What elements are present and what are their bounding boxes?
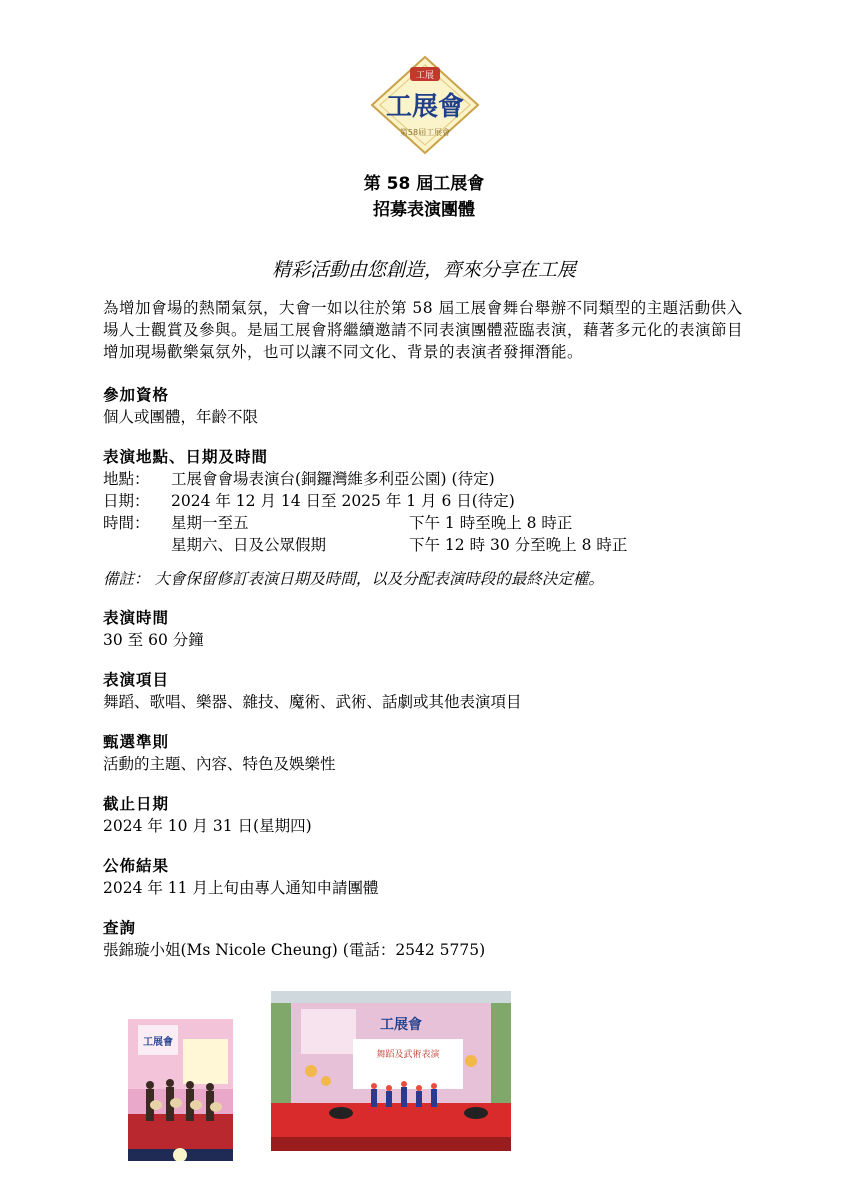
photo1-sign: 工展會: [143, 1037, 173, 1048]
note: 備註： 大會保留修訂表演日期及時間，以及分配表演時段的最終決定權。: [103, 570, 604, 588]
section-heading: 參加資格: [103, 385, 170, 404]
time-label: 時間：: [103, 514, 150, 532]
intro-paragraph: 為增加會場的熱鬧氣氛，大會一如以往於第 58 屆工展會舞台舉辦不同類型的主題活動供入場人士觀賞及參與。是屆工展會將繼續邀請不同表演團體蒞臨表演，藉著多元化的表演節目增加現場歡樂氣氛外，也可以讓不同文化、背景的表演者發揮潛能。: [103, 299, 744, 361]
weekend-label: 星期六、日及公眾假期: [171, 536, 327, 554]
date-label: 日期：: [103, 492, 150, 510]
weekday-time: 下午 1 時至晚上 8 時正: [409, 514, 573, 532]
logo-small-text: 工展: [415, 71, 435, 81]
weekend-time: 下午 12 時 30 分至晚上 8 時正: [409, 536, 628, 554]
page-subtitle: 招募表演團體: [373, 200, 475, 220]
weekday-label: 星期一至五: [171, 514, 249, 532]
section-heading: 表演地點、日期及時間: [103, 447, 269, 466]
section-duration: [103, 607, 753, 651]
logo-sub-text: 第58屆工展會: [399, 128, 451, 137]
expo-logo: [370, 55, 480, 155]
section-heading: 甄選準則: [103, 732, 170, 751]
section-text: 個人或團體，年齡不限: [103, 408, 259, 426]
section-items: [103, 669, 753, 713]
stage-photo-drummers: [128, 1019, 233, 1161]
place-label: 地點：: [103, 470, 150, 488]
section-text: 2024 年 11 月上旬由專人通知申請團體: [103, 879, 379, 897]
section-text: 活動的主題、內容、特色及娛樂性: [103, 755, 336, 773]
section-criteria: [103, 731, 753, 775]
section-heading: 查詢: [103, 918, 137, 937]
photo2-screen-text: 舞蹈及武術表演: [376, 1050, 440, 1060]
document-body: [103, 297, 753, 979]
photo2-sign: 工展會: [380, 1017, 422, 1033]
section-result: [103, 855, 753, 899]
stage-photo-martial-arts: [271, 991, 511, 1151]
section-heading: 公佈結果: [103, 856, 170, 875]
page-title: 第 58 屆工展會: [363, 174, 485, 194]
section-text: 張錦璇小姐(Ms Nicole Cheung) (電話：2542 5775): [103, 941, 486, 959]
section-deadline: [103, 793, 753, 837]
section-eligibility: [103, 384, 753, 428]
section-enquiry: [103, 917, 753, 961]
logo-main-text: 工展會: [385, 92, 465, 122]
section-heading: 表演時間: [103, 608, 170, 627]
section-text: 舞蹈、歌唱、樂器、雜技、魔術、武術、話劇或其他表演項目: [103, 693, 522, 711]
section-venue: [103, 446, 753, 556]
section-text: 2024 年 10 月 31 日(星期四): [103, 817, 312, 835]
section-heading: 截止日期: [103, 794, 170, 813]
section-heading: 表演項目: [103, 670, 170, 689]
slogan: 精彩活動由您創造，齊來分享在工展: [271, 259, 576, 281]
date-value: 2024 年 12 月 14 日至 2025 年 1 月 6 日(待定): [171, 492, 515, 510]
section-text: 30 至 60 分鐘: [103, 631, 204, 649]
place-value: 工展會會場表演台(銅鑼灣維多利亞公園) (待定): [171, 470, 495, 488]
